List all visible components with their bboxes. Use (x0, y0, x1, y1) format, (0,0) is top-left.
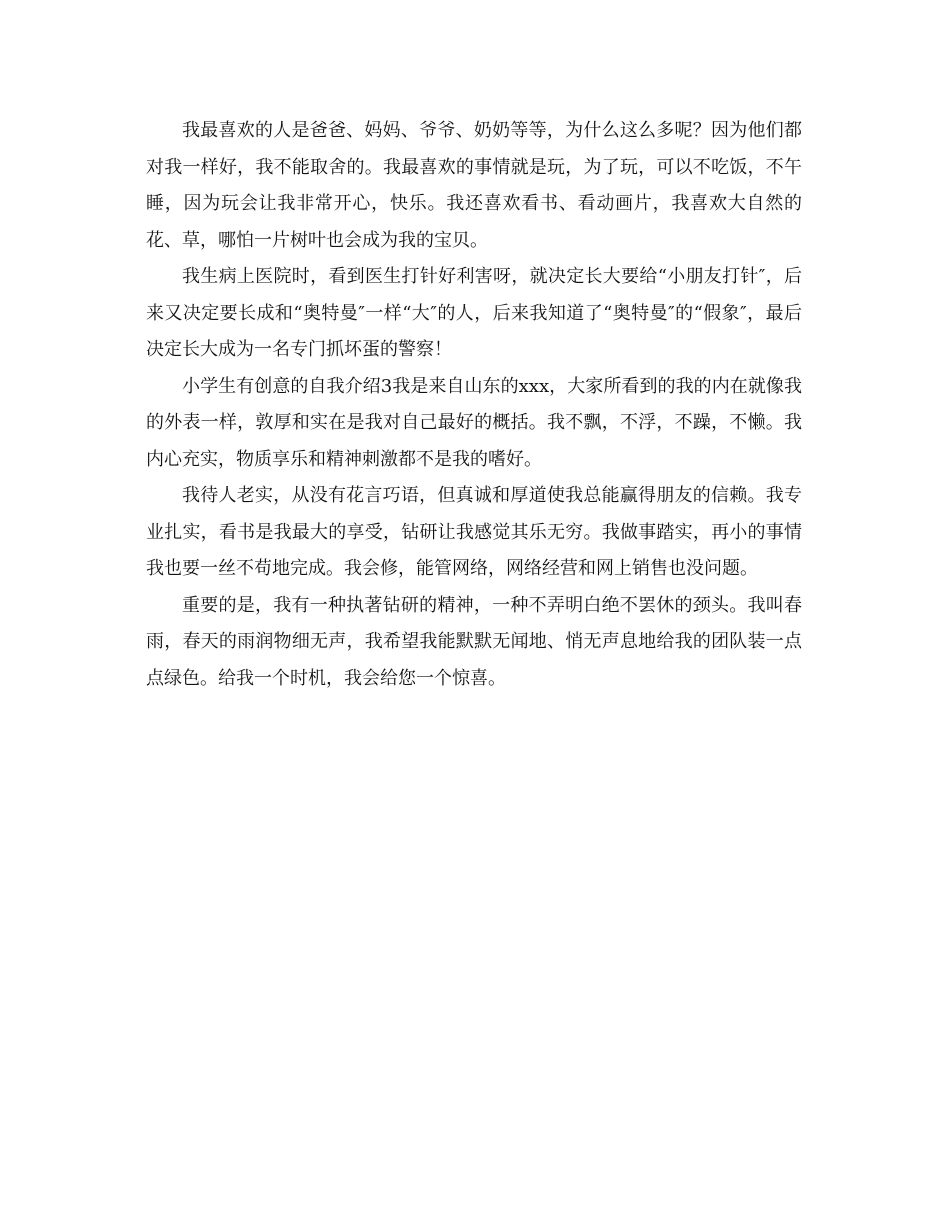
document-body (146, 113, 802, 697)
paragraph-4: 我待人老实，从没有花言巧语，但真诚和厚道使我总能赢得朋友的信赖。我专业扎实，看书是我最大的享受，钻研让我感觉其乐无穷。我做事踏实，再小的事情我也要一丝不苟地完成。我会修，能管网络，网络经营和网上销售也没问题。 (146, 485, 802, 579)
paragraph-5: 重要的是，我有一种执著钻研的精神，一种不弄明白绝不罢休的颈头。我叫春雨，春天的雨润物细无声，我希望我能默默无闻地、悄无声息地给我的团队装一点点绿色。给我一个时机，我会给您一个惊喜。 (146, 594, 802, 689)
paragraph-2: 我生病上医院时，看到医生打针好利害呀，就决定长大要给“小朋友打针″，后来又决定要长成和“奥特曼″一样“大″的人，后来我知道了“奥特曼″的“假象″，最后决定长大成为一名专门抓坏蛋的警察！ (146, 266, 802, 360)
paragraph-1: 我最喜欢的人是爸爸、妈妈、爷爷、奶奶等等，为什么这么多呢？因为他们都对我一样好，我不能取舍的。我最喜欢的事情就是玩，为了玩，可以不吃饭，不午睡，因为玩会让我非常开心，快乐。我还喜欢看书、看动画片，我喜欢大自然的花、草，哪怕一片树叶也会成为我的宝贝。 (146, 120, 802, 251)
paragraph-3: 小学生有创意的自我介绍3我是来自山东的xxx，大家所看到的我的内在就像我的外表一样，敦厚和实在是我对自己最好的概括。我不飘，不浮，不躁，不懒。我内心充实，物质享乐和精神刺激都不是我的嗜好。 (146, 375, 802, 470)
